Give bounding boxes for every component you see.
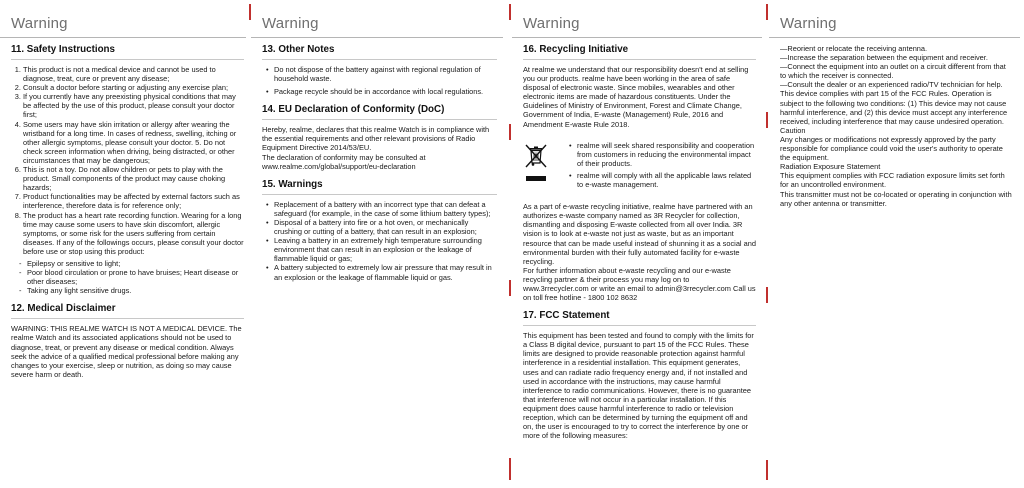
recycling-partner-text: As a part of e-waste recycling initiative, realme have partnered with an authorizes e-waste company named as 3R Recycler for collection, dismantling and disposing E-waste collected from all over India. 3R vision is to look at e-waste not just as waste, but as an important resource that can be made useful instead of shunning it as a social and environmental burden with their fully automated facility for e-waste recycling. bbox=[523, 202, 756, 266]
column-divider bbox=[509, 124, 511, 140]
section-rule bbox=[262, 119, 497, 120]
fcc-statement-text: This equipment has been tested and found to comply with the limits for a Class B digital device, pursuant to part 15 of the FCC Rules. These limits are designed to provide reasonable protection against harmful interference in a residential installation. This equipment generates, uses and can radiate radio frequency energy and, if not installed and used in accordance with the instructions, may cause harmful interference to radio communications. However, there is no guarantee that interference will not occur in a particular installation. If this equipment does cause harmful interference to radio or television reception, which can be determined by turning the equipment off and on, the user is encouraged to try to correct the interference by one or more of the following measures: bbox=[523, 331, 754, 441]
section-rule bbox=[262, 59, 497, 60]
column-divider bbox=[766, 460, 768, 480]
section-rule bbox=[11, 318, 244, 319]
list-item: • realme will seek shared responsibility and cooperation from customers in reducing the environmental impact of their products. bbox=[569, 141, 756, 168]
list-item: 1. This product is not a medical device and cannot be used to diagnose, treat, cure or prevent any disease; bbox=[23, 65, 244, 83]
warnings-list bbox=[262, 200, 497, 282]
list-item: • A battery subjected to extremely low air pressure that may result in an explosion or the leakage of flammable liquid or gas. bbox=[266, 263, 497, 281]
list-item: 6. This is not a toy. Do not allow children or pets to play with the product. Small components of the product may cause choking hazards; bbox=[23, 165, 244, 192]
fcc-measure-line: —Connect the equipment into an outlet on a circuit different from that to which the receiver is connected. bbox=[780, 62, 1006, 81]
column-divider bbox=[766, 4, 768, 20]
page-column-2 bbox=[251, 0, 507, 488]
column-divider bbox=[509, 4, 511, 20]
caution-text: Any changes or modifications not expressly approved by the party responsible for compliance could void the user's authority to operate the equipment. bbox=[780, 134, 1003, 163]
section-title-recycling: 16. Recycling Initiative bbox=[523, 44, 629, 55]
page-column-1 bbox=[0, 0, 250, 488]
radiation-heading: Radiation Exposure Statement bbox=[780, 162, 881, 172]
list-item: 7. Product functionalities may be affected by external factors such as interference, therefore data is for reference only; bbox=[23, 192, 244, 210]
list-item: - Taking any light sensitive drugs. bbox=[19, 286, 244, 295]
section-title-doc: 14. EU Declaration of Conformity (DoC) bbox=[262, 104, 445, 116]
header-rule bbox=[769, 37, 1020, 38]
recycling-contact-text: For further information about e-waste recycling and our e-waste recycling partner & their process you may log on to www.3rrecycler.com or write an email to admin@3rrecycler.com Call us on toll free hotline - 1800 102 8632 bbox=[523, 265, 756, 303]
list-item: • Leaving a battery in an extremely high temperature surrounding environment that can result in an explosion or the leakage of flammable liquid or gas; bbox=[266, 236, 497, 263]
page-column-4 bbox=[769, 0, 1024, 488]
page-header-title: Warning bbox=[780, 15, 837, 32]
fcc-measure-line: —Consult the dealer or an experienced radio/TV technician for help. bbox=[780, 80, 1003, 90]
weee-notice bbox=[523, 141, 756, 192]
crossed-out-wheelie-bin-icon bbox=[523, 143, 553, 181]
list-item: - Epilepsy or sensitive to light; bbox=[19, 259, 244, 268]
fcc-compliance-text: This device complies with part 15 of the FCC Rules. Operation is subject to the following two conditions: (1) This device may not cause harmful interference, and (2) this device must accept any interference received, including interference that may cause undesired operation. bbox=[780, 89, 1008, 126]
list-item: • Disposal of a battery into fire or a hot oven, or mechanically crushing or cutting of a battery, that can result in an explosion; bbox=[266, 218, 497, 236]
section-rule bbox=[262, 194, 497, 195]
list-item: 8. The product has a heart rate recording function. Wearing for a long time may cause some users to have skin discomfort, allergic symptoms, or some risk for the users suffering from certain diseases. If any of the followings occurs, please consult your doctor before use or stop using this product: bbox=[23, 211, 244, 256]
transmitter-text: This transmitter must not be co-located or operating in conjunction with any other antenna or transmitter. bbox=[780, 189, 1012, 208]
medical-disclaimer-text: WARNING: THIS REALME WATCH IS NOT A MEDICAL DEVICE. The realme Watch and its associated applications should not be used to diagnose, treat, or prevent any disease or medical condition. Always seek the advice of a qualified medical professional before making any changes to your exercise, sleep or nutrition, as doing so may cause severe harm or death. bbox=[11, 324, 242, 379]
safety-list bbox=[11, 65, 244, 256]
column-divider bbox=[766, 112, 768, 128]
section-title-safety: 11. Safety Instructions bbox=[11, 44, 115, 55]
list-item: 3. If you currently have any preexisting physical conditions that may be affected by the use of this product, please consult your doctor first; bbox=[23, 92, 244, 119]
list-item: • realme will comply with all the applicable laws related to e-waste management. bbox=[569, 171, 756, 189]
header-rule bbox=[0, 37, 246, 38]
column-divider bbox=[509, 458, 511, 480]
column-divider bbox=[766, 287, 768, 303]
list-item: 4. Some users may have skin irritation or allergy after wearing the wristband for a long time. In cases of redness, swelling, itching or other allergic symptoms, please consult your doctor. 5. Do not check screen information when driving, being distracted, or other circumstances that may be dangerous; bbox=[23, 120, 244, 165]
radiation-text: This equipment complies with FCC radiation exposure limits set forth for an uncontrolled environment. bbox=[780, 171, 1005, 190]
section-title-medical: 12. Medical Disclaimer bbox=[11, 303, 116, 315]
list-item: • Package recycle should be in accordance with local regulations. bbox=[266, 87, 497, 96]
list-item: - Poor blood circulation or prone to have bruises; Heart disease or other diseases; bbox=[19, 268, 244, 286]
page-header-title: Warning bbox=[262, 15, 319, 32]
header-rule bbox=[512, 37, 762, 38]
section-title-warnings: 15. Warnings bbox=[262, 178, 323, 190]
other-notes-list bbox=[262, 65, 497, 96]
recycling-commitments bbox=[565, 141, 756, 192]
doc-text-link: The declaration of conformity may be consulted at www.realme.com/global/support/eu-declaration bbox=[262, 152, 426, 171]
section-rule bbox=[523, 59, 756, 60]
fcc-measure-line: —Reorient or relocate the receiving antenna. bbox=[780, 44, 928, 53]
doc-text: Hereby, realme, declares that this realme Watch is in compliance with the essential requirements and other relevant provisions of Radio Equipment Directive 2014/53/EU. bbox=[262, 125, 490, 153]
caution-heading: Caution bbox=[780, 125, 806, 135]
list-item: • Do not dispose of the battery against with regional regulation of household waste. bbox=[266, 65, 497, 83]
condition-list bbox=[11, 259, 244, 295]
page-column-3 bbox=[512, 0, 766, 488]
list-item: • Replacement of a battery with an incorrect type that can defeat a safeguard (for example, in the case of some lithium battery types); bbox=[266, 200, 497, 218]
list-item: 2. Consult a doctor before starting or adjusting any exercise plan; bbox=[23, 83, 244, 92]
fcc-measure-line: —Increase the separation between the equipment and receiver. bbox=[780, 53, 988, 63]
column-divider bbox=[509, 280, 511, 296]
page-header-title: Warning bbox=[11, 15, 68, 32]
section-title-other-notes: 13. Other Notes bbox=[262, 44, 335, 55]
section-rule bbox=[11, 59, 244, 60]
section-title-fcc: 17. FCC Statement bbox=[523, 310, 610, 322]
recycling-intro: At realme we understand that our responsibility doesn't end at selling you our products. realme have been working in the area of safe disposal of electronic waste. Since mobiles, wearables and other electronic items are made of hazardous constituents. Under the Guidelines of Ministry of Environment, Forest and Climate Change, Government of India, E-waste (Management) Rule, 2016 and Amendment E-waste Rule 2018. bbox=[523, 65, 749, 129]
page-header-title: Warning bbox=[523, 15, 580, 32]
header-rule bbox=[251, 37, 503, 38]
section-rule bbox=[523, 325, 756, 326]
